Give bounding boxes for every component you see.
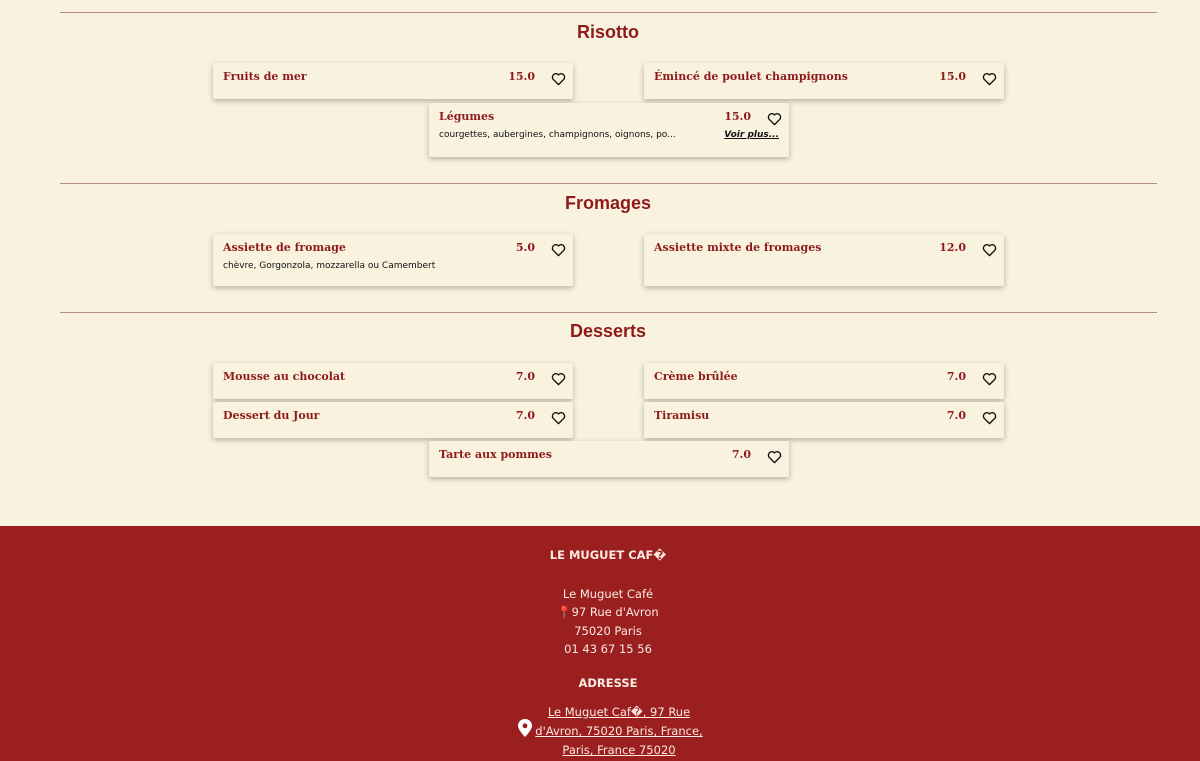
menu-item-name: Tiramisu: [654, 409, 710, 422]
footer-contact-street: 📍97 Rue d'Avron: [557, 605, 659, 619]
section-divider: [60, 12, 1157, 13]
menu-item-name: Tarte aux pommes: [439, 448, 552, 461]
menu-item-card: [213, 234, 573, 286]
menu-item-name: Crème brûlée: [654, 370, 738, 383]
see-more-link[interactable]: Voir plus...: [724, 130, 779, 140]
menu-item-price: 15.0: [939, 70, 966, 83]
footer: [0, 526, 1200, 761]
menu-item-price: 7.0: [515, 409, 535, 422]
heart-outline-icon[interactable]: [551, 411, 566, 425]
menu-item-price: 15.0: [508, 70, 535, 83]
footer-contact-city: 75020 Paris: [574, 624, 642, 638]
menu-item-description: courgettes, aubergines, champignons, oignons, po...: [439, 130, 676, 140]
heart-outline-icon[interactable]: [982, 72, 997, 86]
heart-outline-icon[interactable]: [982, 411, 997, 425]
menu-item-name: Assiette de fromage: [223, 241, 346, 254]
menu-item-name: Mousse au chocolat: [223, 370, 346, 383]
menu-item-name: Dessert du Jour: [223, 409, 320, 422]
section-divider: [60, 183, 1157, 184]
address-link[interactable]: [534, 703, 704, 760]
section-title-desserts: Desserts: [569, 321, 647, 341]
heart-outline-icon[interactable]: [551, 72, 566, 86]
heart-outline-icon[interactable]: [767, 112, 782, 126]
heart-outline-icon[interactable]: [982, 243, 997, 257]
footer-address-heading: ADRESSE: [578, 676, 638, 690]
menu-item-card: [213, 363, 573, 399]
heart-outline-icon[interactable]: [767, 450, 782, 464]
menu-item-price: 7.0: [515, 370, 535, 383]
menu-item-card: [644, 402, 1004, 438]
menu-item-name: Émincé de poulet champignons: [654, 70, 848, 83]
menu-item-price: 7.0: [946, 370, 966, 383]
menu-item-card: [429, 103, 789, 157]
menu-item-description: chèvre, Gorgonzola, mozzarella ou Camembert: [223, 261, 436, 271]
menu-item-name: Fruits de mer: [223, 70, 307, 83]
menu-item-card: [429, 441, 789, 477]
section-divider: [60, 312, 1157, 313]
menu-item-price: 12.0: [939, 241, 966, 254]
footer-contact-phone: 01 43 67 15 56: [564, 642, 652, 656]
address-line: Paris, France 75020: [562, 743, 676, 757]
heart-outline-icon[interactable]: [551, 372, 566, 386]
heart-outline-icon[interactable]: [551, 243, 566, 257]
menu-item-card: [644, 363, 1004, 399]
menu-item-card: [213, 402, 573, 438]
menu-item-price: 7.0: [731, 448, 751, 461]
menu-item-price: 7.0: [946, 409, 966, 422]
section-title-risotto: Risotto: [577, 22, 639, 42]
address-line: d'Avron, 75020 Paris, France,: [535, 724, 703, 738]
map-pin-icon: [518, 719, 532, 737]
menu-item-card: [213, 63, 573, 99]
section-title-fromages: Fromages: [564, 193, 652, 213]
menu-item-name: Légumes: [439, 110, 495, 123]
menu-item-price: 15.0: [724, 110, 751, 123]
footer-heading: LE MUGUET CAF�: [549, 548, 667, 562]
menu-item-card: [644, 63, 1004, 99]
heart-outline-icon[interactable]: [982, 372, 997, 386]
menu-item-card: [644, 234, 1004, 286]
address-line: Le Muguet Caf�, 97 Rue: [547, 705, 691, 719]
menu-item-price: 5.0: [515, 241, 535, 254]
menu-item-name: Assiette mixte de fromages: [654, 241, 822, 254]
footer-contact-name: Le Muguet Café: [562, 587, 654, 601]
